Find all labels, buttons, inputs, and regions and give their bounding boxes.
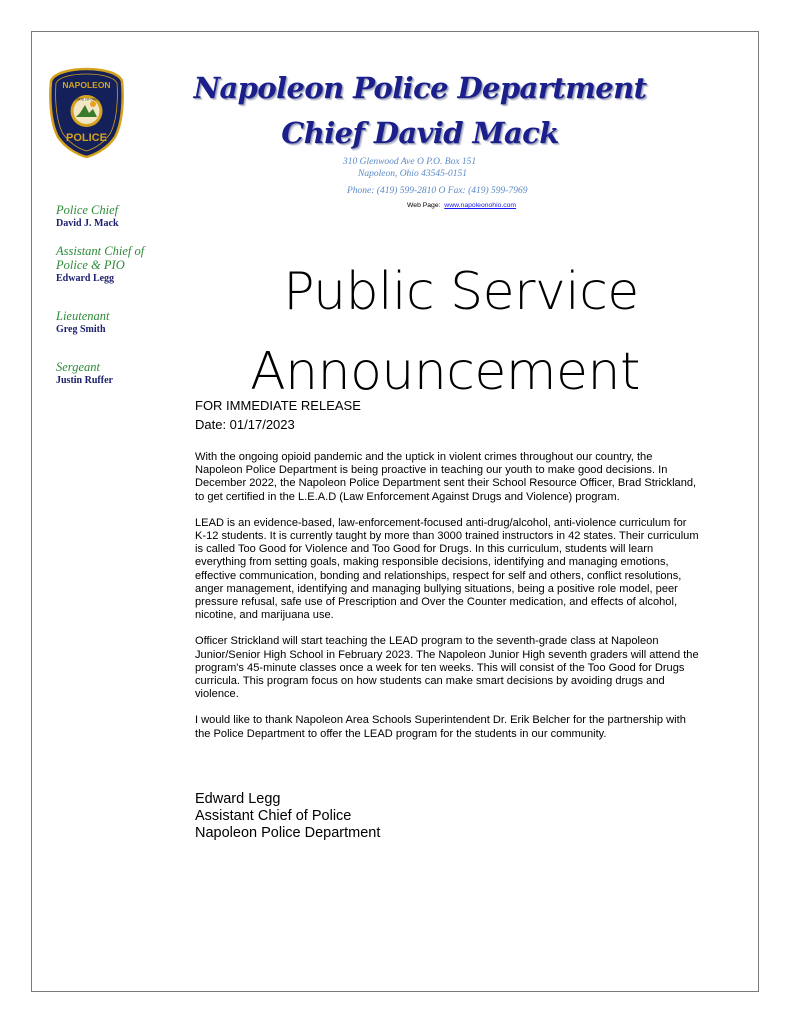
roster-name: Edward Legg (56, 273, 115, 284)
announcement-body (195, 451, 700, 754)
release-label: FOR IMMEDIATE RELEASE (195, 398, 361, 413)
roster-name: Greg Smith (56, 324, 106, 335)
web-page-link[interactable]: www.napoleonohio.com (444, 202, 517, 209)
signature-org: Napoleon Police Department (195, 825, 381, 841)
body-paragraph: With the ongoing opioid pandemic and the uptick in violent crimes throughout our country, the Napoleon Police Department is being proactive in teaching our youth to make good decisions. In December 2022, the Napoleon Police Department sent their School Resource Officer, Brad Strickland, to get certified in the L.E.A.D (Law Enforcement Against Drugs and Violence) program. (195, 451, 697, 503)
address-line-2: Napoleon, Ohio 43545-0151 (358, 169, 467, 179)
police-badge-logo (49, 67, 124, 158)
roster-role: Sergeant (56, 360, 100, 374)
web-page-line (407, 202, 516, 209)
signature-title: Assistant Chief of Police (195, 808, 352, 824)
roster-name: Justin Ruffer (56, 375, 113, 386)
badge-bottom-text: POLICE (66, 132, 107, 144)
letterhead-title (180, 66, 660, 156)
address-line-1: 310 Glenwood Ave O P.O. Box 151 (343, 157, 477, 167)
body-paragraph: I would like to thank Napoleon Area Schools Superintendent Dr. Erik Belcher for the partnership with the Police Department to offer the LEAD program for the students in our community. (195, 714, 686, 740)
title-line-2: Announcement (250, 342, 640, 402)
roster-sergeant (56, 360, 186, 387)
announcement-title (230, 252, 660, 412)
release-info (195, 396, 361, 434)
chief-name: Chief David Mack (281, 116, 559, 150)
body-paragraph: Officer Strickland will start teaching the LEAD program to the seventh-grade class at Napoleon Junior/Senior High School in February 2023. The Napoleon Junior High seventh graders will attend the program's 45-minute classes once a week for ten weeks. This will consist of the Too Good for Drugs curricula. This program focus on how students can make smart decisions by avoiding drugs and violence. (195, 635, 699, 701)
body-paragraph: LEAD is an evidence-based, law-enforcement-focused anti-drug/alcohol, anti-violence curriculum for K-12 students. It is currently taught by more than 3000 trained instructors in 42 states. Their curriculum is called Too Good for Violence and Too Good for Drugs. In this curriculum, students will learn everything from setting goals, making responsible decisions, identifying and managing emotions, effective communication, bonding and relationships, respect for self and others, conflict resolutions, anger management, identifying and managing bullying situations, being a positive role model, peer pressure refusal, safe use of Prescription and Over the Counter medication, and effects of alcohol, nicotine, and marijuana use. (195, 516, 699, 622)
roster-role: Police Chief (56, 203, 119, 217)
roster-role: Lieutenant (56, 309, 110, 323)
phone-fax: Phone: (419) 599-2810 O Fax: (419) 599-7969 (347, 186, 528, 196)
department-name: Napoleon Police Department (193, 71, 647, 105)
roster-lieutenant (56, 309, 186, 336)
badge-seal-text: STATE OF OHIO (74, 97, 99, 102)
signature-block (195, 791, 380, 842)
signature-name: Edward Legg (195, 791, 281, 807)
release-date: Date: 01/17/2023 (195, 417, 295, 432)
title-line-1: Public Service (283, 262, 639, 322)
roster-assistant-chief (56, 244, 166, 285)
badge-top-text: NAPOLEON (62, 80, 111, 90)
roster-role: Assistant Chief of Police & PIO (56, 244, 145, 272)
roster-name: David J. Mack (56, 218, 119, 229)
web-page-label: Web Page: (407, 202, 441, 209)
roster-police-chief (56, 203, 186, 230)
